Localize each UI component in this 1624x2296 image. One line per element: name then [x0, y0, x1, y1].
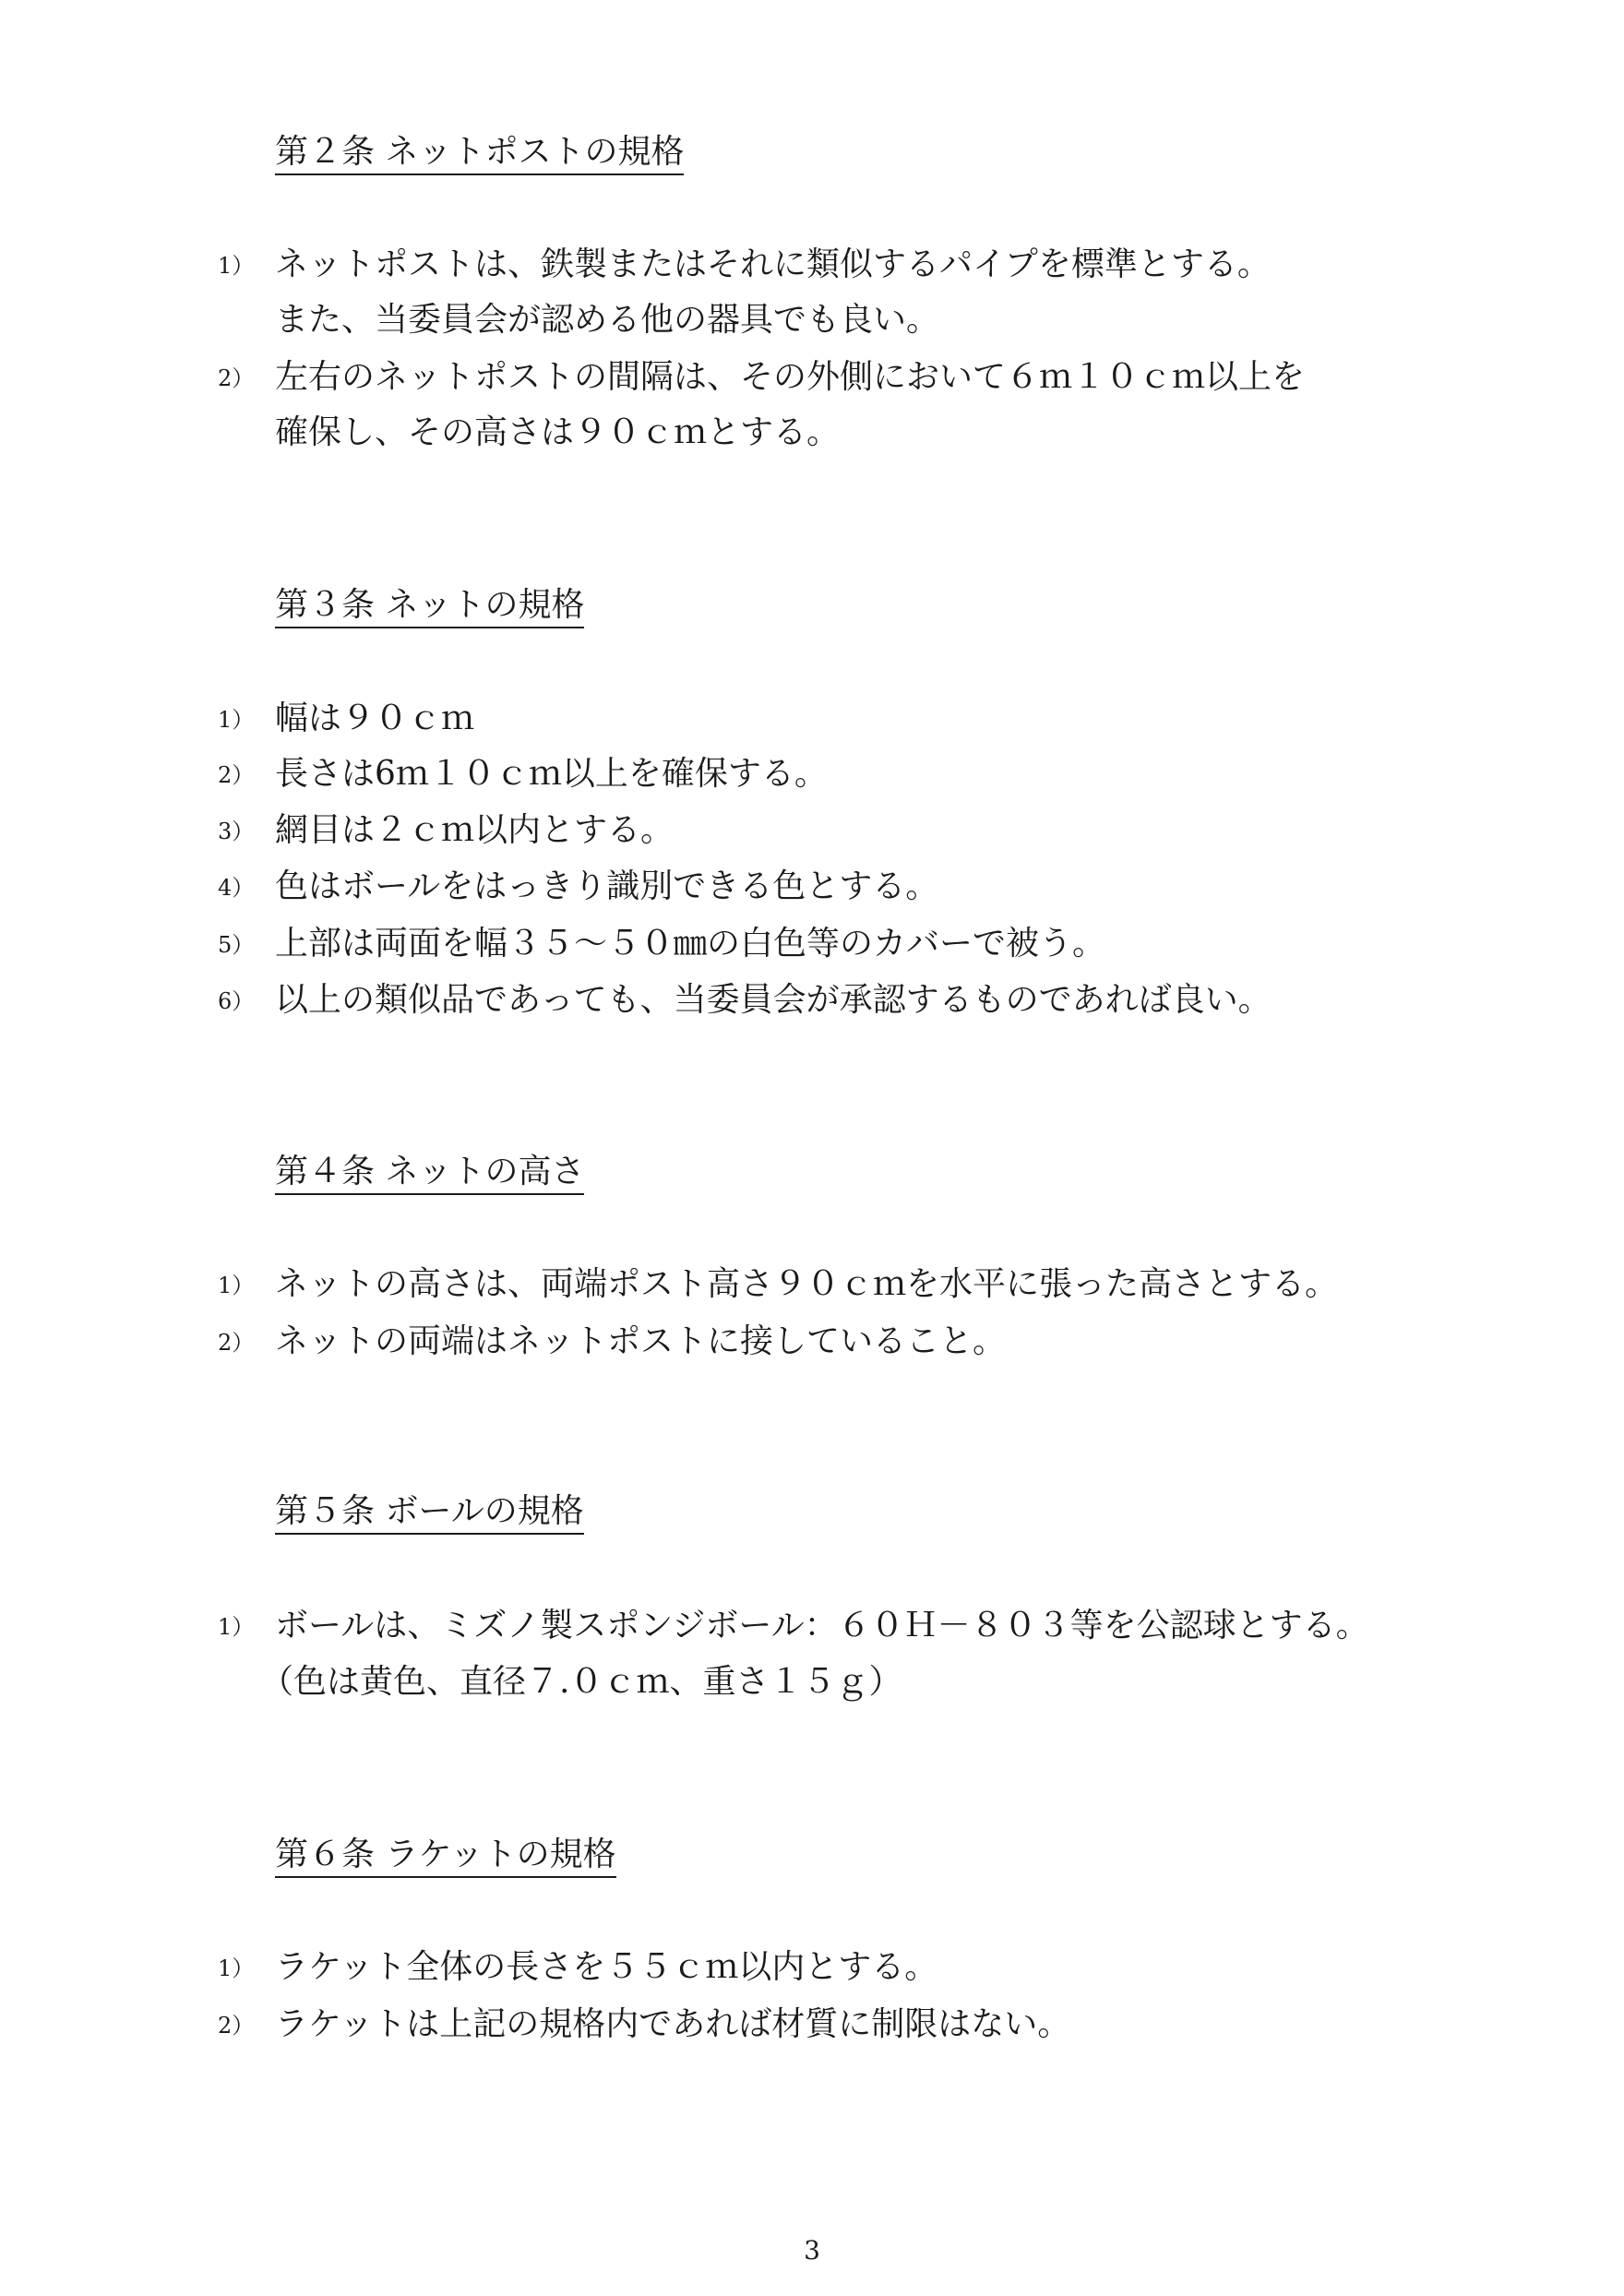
item-number: 1）: [218, 707, 255, 733]
item-number: 1）: [218, 1273, 255, 1298]
item-number: 3）: [218, 819, 255, 844]
article-3-item-6: [0, 978, 1624, 1034]
article-2-item-2-continuation: 確保し、その高さは９０ｃｍとする。: [275, 413, 841, 451]
article-2-heading: 第２条 ネットポストの規格: [275, 132, 684, 175]
article-3-item-3: [0, 808, 1624, 864]
item-number: 1）: [218, 253, 255, 279]
page-number: 3: [804, 2235, 820, 2266]
item-text: ネットの高さは、両端ポスト高さ９０ｃｍを水平に張った高さとする。: [275, 1265, 1339, 1303]
item-text: ラケットは上記の規格内であれば材質に制限はない。: [275, 2005, 1071, 2043]
article-3-item-4: [0, 865, 1624, 920]
article-5-item-1: [0, 1604, 1624, 1659]
item-number: 4）: [218, 875, 255, 901]
article-6-item-1: [0, 1945, 1624, 2001]
article-4-heading: 第４条 ネットの高さ: [275, 1152, 584, 1195]
item-text: ネットポストは、鉄製またはそれに類似するパイプを標準とする。: [275, 245, 1271, 283]
item-text: 長さは6ｍ１０ｃｍ以上を確保する。: [275, 755, 828, 793]
item-number: 2）: [218, 2013, 255, 2039]
article-3-item-5: [0, 922, 1624, 977]
article-2-item-1-continuation: また、当委員会が認める他の器具でも良い。: [275, 301, 940, 339]
item-text: 幅は９０ｃｍ: [275, 700, 475, 737]
item-number: 2）: [218, 1330, 255, 1356]
item-text: ボールは、ミズノ製スポンジボール：６０Ｈ－８０３等を公認球とする。: [275, 1607, 1369, 1644]
item-text: 上部は両面を幅３５～５０㎜の白色等のカバーで被う。: [275, 925, 1106, 963]
item-number: 5）: [218, 932, 255, 958]
item-text: 網目は２ｃｍ以内とする。: [275, 811, 675, 849]
item-number: 2）: [218, 762, 255, 788]
article-4-item-1: [0, 1262, 1624, 1318]
item-number: 2）: [218, 365, 255, 391]
item-number: 1）: [218, 1614, 255, 1640]
article-6-item-2: [0, 2003, 1624, 2058]
item-text: ネットの両端はネットポストに接していること。: [275, 1322, 1007, 1360]
article-3-heading: 第３条 ネットの規格: [275, 585, 584, 628]
item-text: 以上の類似品であっても、当委員会が承認するものであれば良い。: [275, 981, 1272, 1019]
article-3-item-1: [0, 697, 1624, 752]
article-4-item-2: [0, 1320, 1624, 1375]
article-5-item-1-continuation: （色は黄色、直径７.０ｃｍ、重さ１５ｇ）: [260, 1663, 902, 1701]
article-3-item-2: [0, 752, 1624, 807]
item-text: ラケット全体の長さを５５ｃｍ以内とする。: [275, 1948, 938, 1986]
item-text: 左右のネットポストの間隔は、その外側において６ｍ１０ｃｍ以上を: [275, 358, 1306, 396]
item-number: 1）: [218, 1955, 255, 1981]
article-2-item-1: [0, 243, 1624, 298]
article-5-heading: 第５条 ボールの規格: [275, 1491, 584, 1535]
article-6-heading: 第６条 ラケットの規格: [275, 1835, 616, 1878]
item-text: 色はボールをはっきり識別できる色とする。: [275, 867, 939, 905]
item-number: 6）: [218, 988, 255, 1014]
article-2-item-2: [0, 355, 1624, 411]
